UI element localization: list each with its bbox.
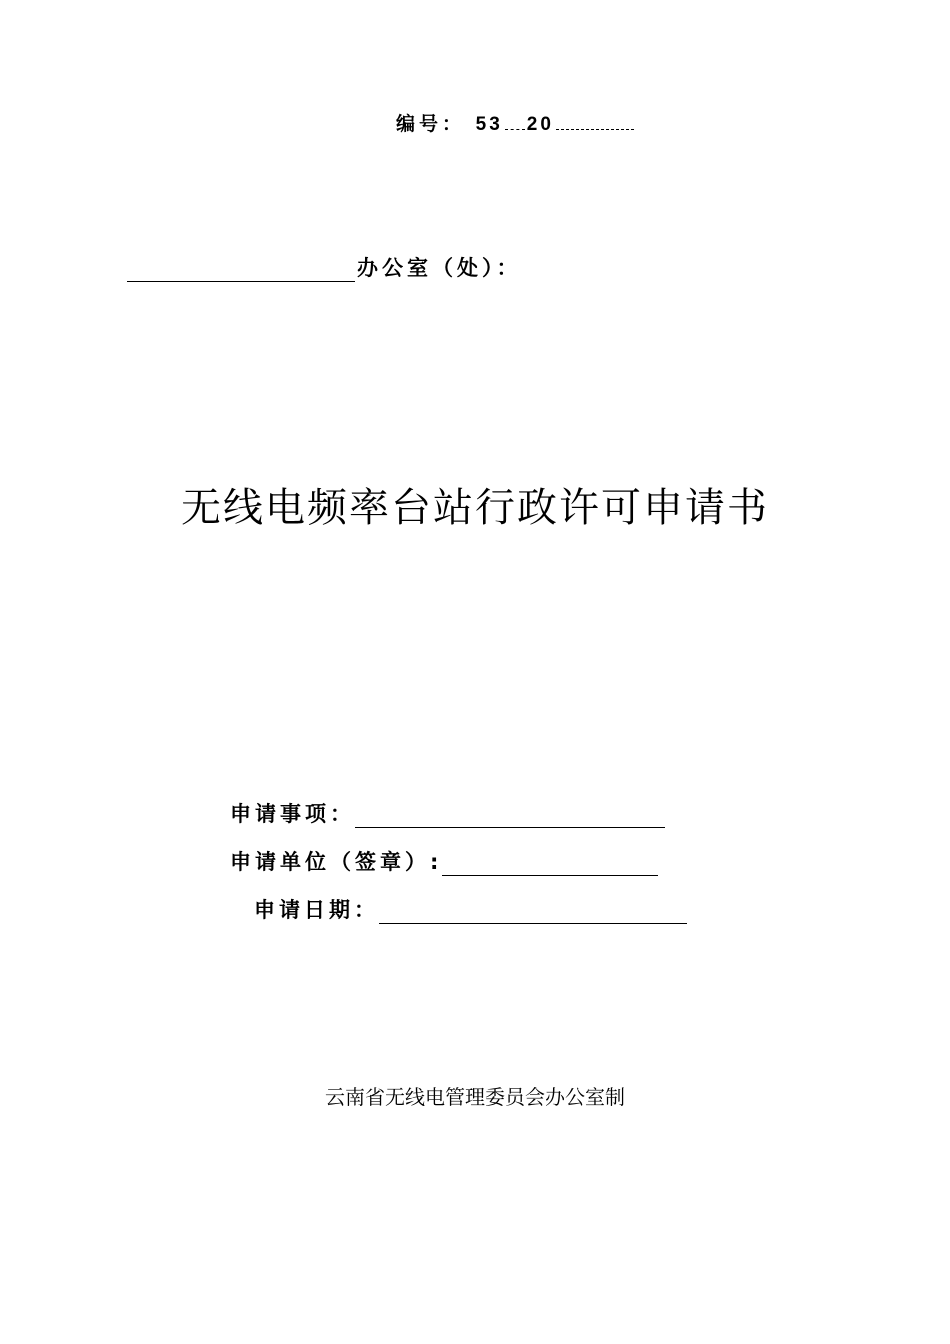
serial-blank-1 (505, 127, 525, 130)
field-matter-line[interactable] (355, 803, 665, 828)
field-matter-label: 申请事项： (230, 802, 355, 826)
field-date (254, 894, 687, 924)
serial-label: 编号： (396, 113, 466, 135)
field-unit-label: 申请单位（签章）: (230, 850, 443, 874)
office-blank-line[interactable] (127, 257, 355, 282)
field-date-line[interactable] (379, 899, 687, 924)
field-unit-line[interactable] (442, 851, 658, 876)
office-addressee (127, 252, 522, 282)
serial-prefix: 53 (475, 114, 503, 135)
issuer-footer: 云南省无线电管理委员会办公室制 (325, 1085, 625, 1109)
field-date-label: 申请日期： (254, 898, 379, 922)
serial-blank-2 (556, 127, 634, 130)
serial-number (396, 109, 636, 136)
document-title: 无线电频率台站行政许可申请书 (181, 485, 769, 531)
office-label: 办公室（处）： (357, 256, 522, 280)
field-matter (230, 798, 665, 828)
field-unit (230, 846, 658, 876)
serial-middle: 20 (526, 114, 554, 135)
